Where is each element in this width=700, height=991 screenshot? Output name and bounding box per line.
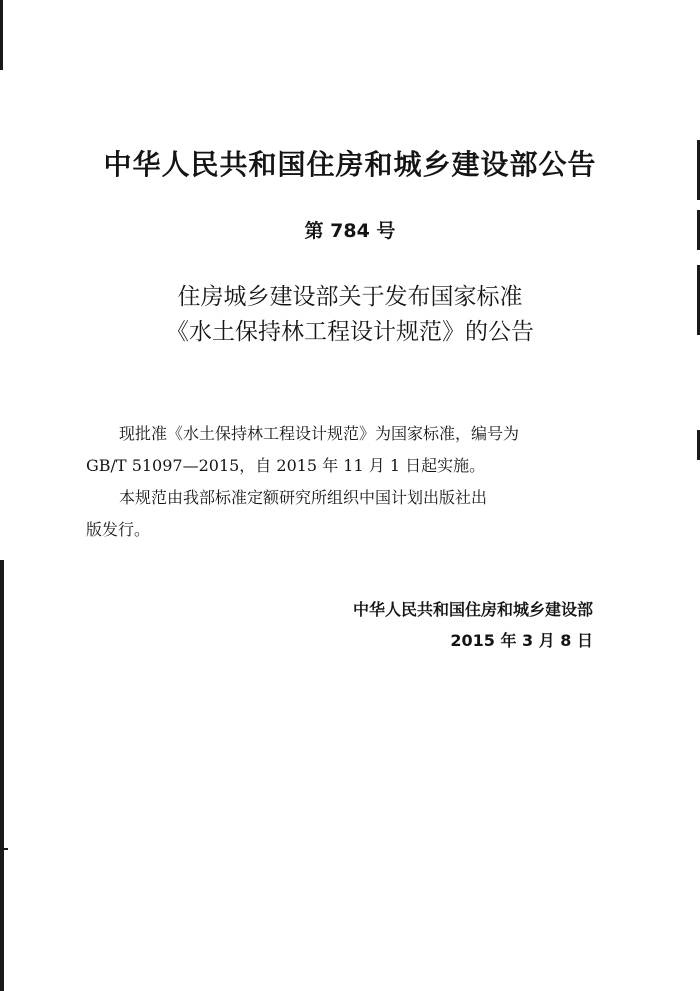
announcement-subtitle-line2: 《水土保持林工程设计规范》的公告	[166, 319, 534, 345]
body-line: 本规范由我部标准定额研究所组织中国计划出版社出	[119, 488, 488, 507]
body-paragraph-approval	[86, 418, 626, 482]
body-paragraph-publication	[86, 482, 626, 546]
body-line: GB/T 51097—2015，自 2015 年 11 月 1 日起实施。	[86, 456, 486, 475]
announcement-number: 第 784 号	[304, 220, 396, 242]
body-line: 现批准《水土保持林工程设计规范》为国家标准，编号为	[119, 424, 520, 443]
signature-date: 2015 年 3 月 8 日	[450, 631, 593, 650]
announcement-title: 中华人民共和国住房和城乡建设部公告	[103, 148, 597, 181]
signature-organization: 中华人民共和国住房和城乡建设部	[352, 600, 593, 619]
scan-edge-mark	[0, 848, 8, 850]
announcement-subtitle-line1: 住房城乡建设部关于发布国家标准	[177, 284, 523, 310]
body-line: 版发行。	[86, 520, 151, 539]
scan-edge-mark	[0, 0, 3, 70]
scan-edge-mark	[0, 560, 4, 991]
